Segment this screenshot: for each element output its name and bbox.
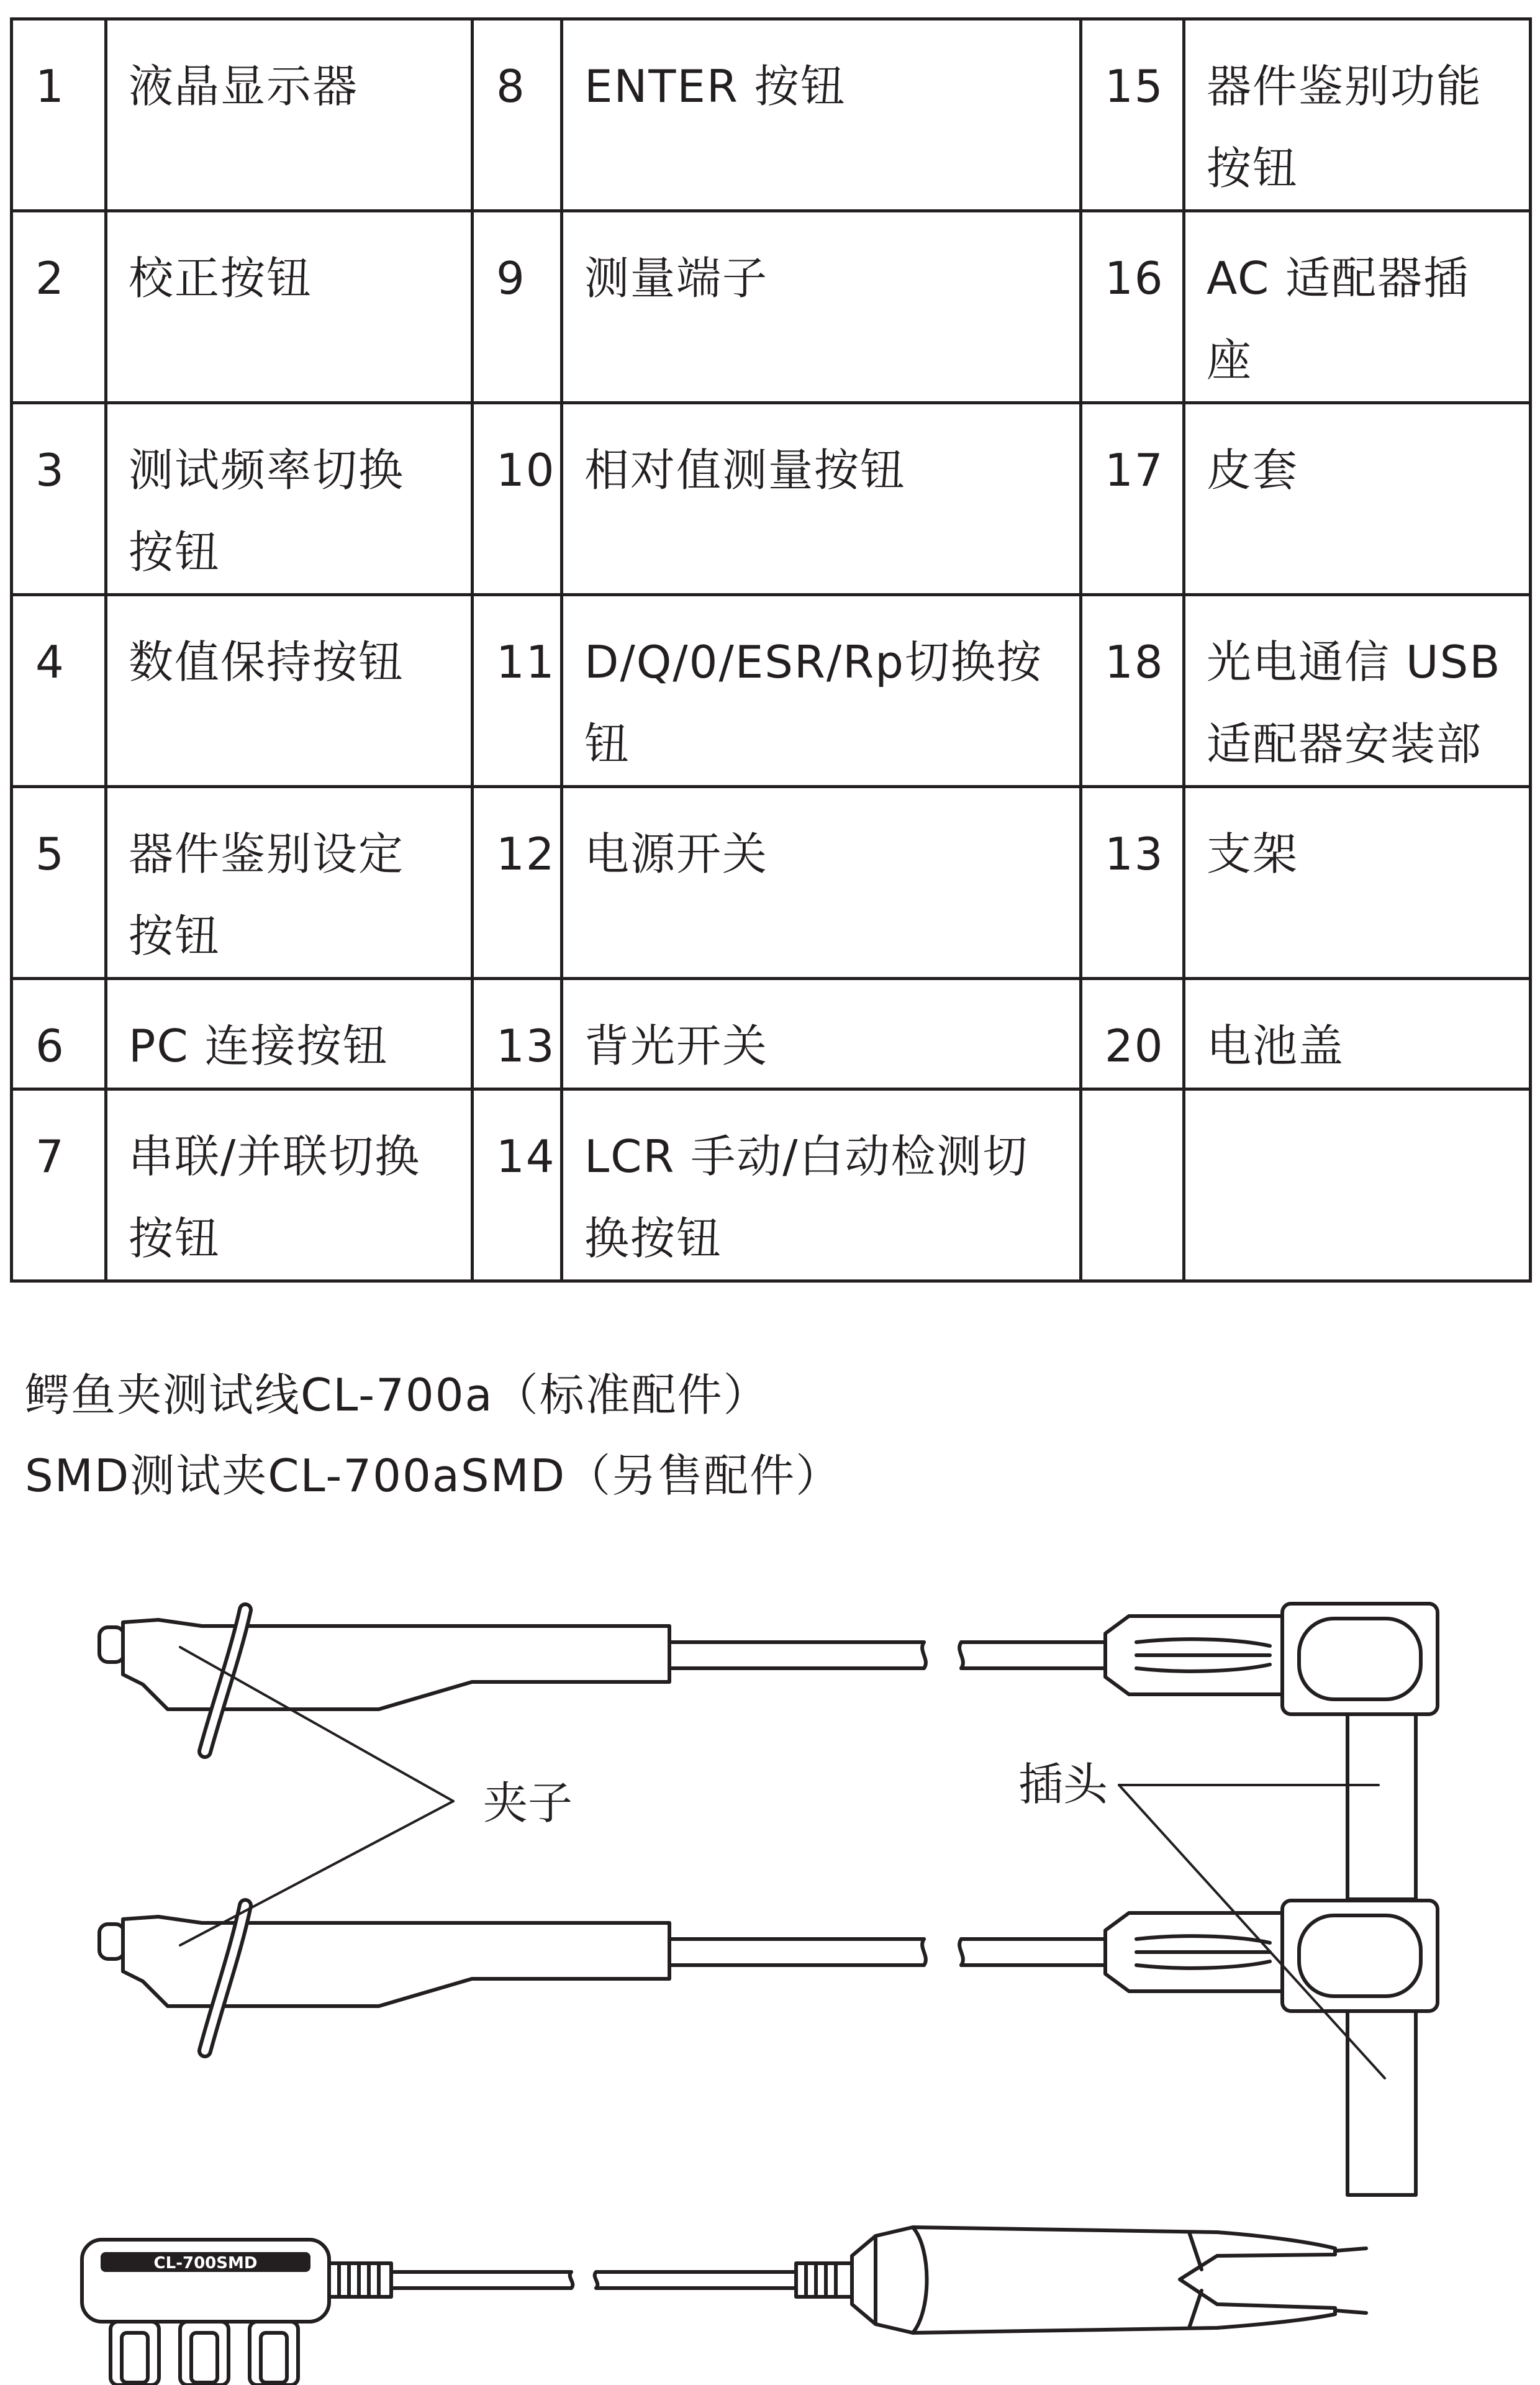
table-row	[12, 403, 1531, 595]
smd-cable-left	[391, 2272, 573, 2288]
cable-upper-right	[959, 1642, 1105, 1668]
part-label: AC 适配器插座	[1184, 211, 1531, 403]
alligator-clip-upper	[99, 1610, 669, 1751]
smd-cable-right	[595, 2272, 796, 2288]
part-number: 9	[473, 211, 562, 403]
part-number: 15	[1081, 19, 1184, 211]
part-label: LCR 手动/白动检测切换按钮	[562, 1089, 1081, 1281]
part-number: 4	[12, 595, 106, 787]
part-number: 3	[12, 403, 106, 595]
plug-label: 插头	[1018, 1758, 1108, 1810]
alligator-clip-lower	[99, 1906, 669, 2051]
caption-standard-accessory: 鳄鱼夹测试线CL-700a（标准配件）	[25, 1369, 769, 1421]
part-label: 器件鉴别设定按钮	[106, 787, 473, 979]
smd-tweezer-clip	[796, 2227, 1366, 2333]
part-label: 背光开关	[562, 979, 1081, 1089]
cable-upper-left	[669, 1642, 926, 1668]
part-number: 20	[1081, 979, 1184, 1089]
smd-connector-block	[82, 2240, 391, 2385]
part-label: 光电通信 USB 适配器安装部	[1184, 595, 1531, 787]
part-number: 2	[12, 211, 106, 403]
table-row	[12, 787, 1531, 979]
part-label: 数值保持按钮	[106, 595, 473, 787]
part-number	[1081, 1089, 1184, 1281]
part-label: 支架	[1184, 787, 1531, 979]
part-number: 14	[473, 1089, 562, 1281]
table-row	[12, 1089, 1531, 1281]
table-row	[12, 595, 1531, 787]
table-row	[12, 979, 1531, 1089]
part-number: 18	[1081, 595, 1184, 787]
part-label: 电池盖	[1184, 979, 1531, 1089]
part-label: ENTER 按钮	[562, 19, 1081, 211]
part-number: 12	[473, 787, 562, 979]
part-label: 电源开关	[562, 787, 1081, 979]
part-label: D/Q/0/ESR/Rp切换按钮	[562, 595, 1081, 787]
part-number: 11	[473, 595, 562, 787]
part-label: 皮套	[1184, 403, 1531, 595]
part-number: 17	[1081, 403, 1184, 595]
cable-lower-right	[959, 1939, 1105, 1965]
plug-upper	[1105, 1604, 1438, 1899]
part-number: 6	[12, 979, 106, 1089]
part-number: 13	[473, 979, 562, 1089]
part-number: 10	[473, 403, 562, 595]
part-number: 16	[1081, 211, 1184, 403]
part-label: PC 连接按钮	[106, 979, 473, 1089]
table-row	[12, 211, 1531, 403]
part-number: 1	[12, 19, 106, 211]
test-lead-drawing	[0, 1565, 1540, 2385]
part-number: 8	[473, 19, 562, 211]
clip-label: 夹子	[483, 1777, 573, 1829]
part-label: 器件鉴别功能按钮	[1184, 19, 1531, 211]
part-label: 校正按钮	[106, 211, 473, 403]
part-label: 液晶显示器	[106, 19, 473, 211]
parts-table	[10, 17, 1532, 1283]
part-label: 测试频率切换按钮	[106, 403, 473, 595]
part-number: 13	[1081, 787, 1184, 979]
part-number: 7	[12, 1089, 106, 1281]
part-label: 串联/并联切换按钮	[106, 1089, 473, 1281]
caption-optional-accessory: SMD测试夹CL-700aSMD（另售配件）	[25, 1450, 842, 1502]
cable-lower-left	[669, 1939, 926, 1965]
part-label: 相对值测量按钮	[562, 403, 1081, 595]
part-label	[1184, 1089, 1531, 1281]
table-row	[12, 19, 1531, 211]
part-number: 5	[12, 787, 106, 979]
plug-lower	[1105, 1901, 1438, 2195]
part-label: 测量端子	[562, 211, 1081, 403]
smd-block-label: CL-700SMD	[153, 2254, 258, 2273]
